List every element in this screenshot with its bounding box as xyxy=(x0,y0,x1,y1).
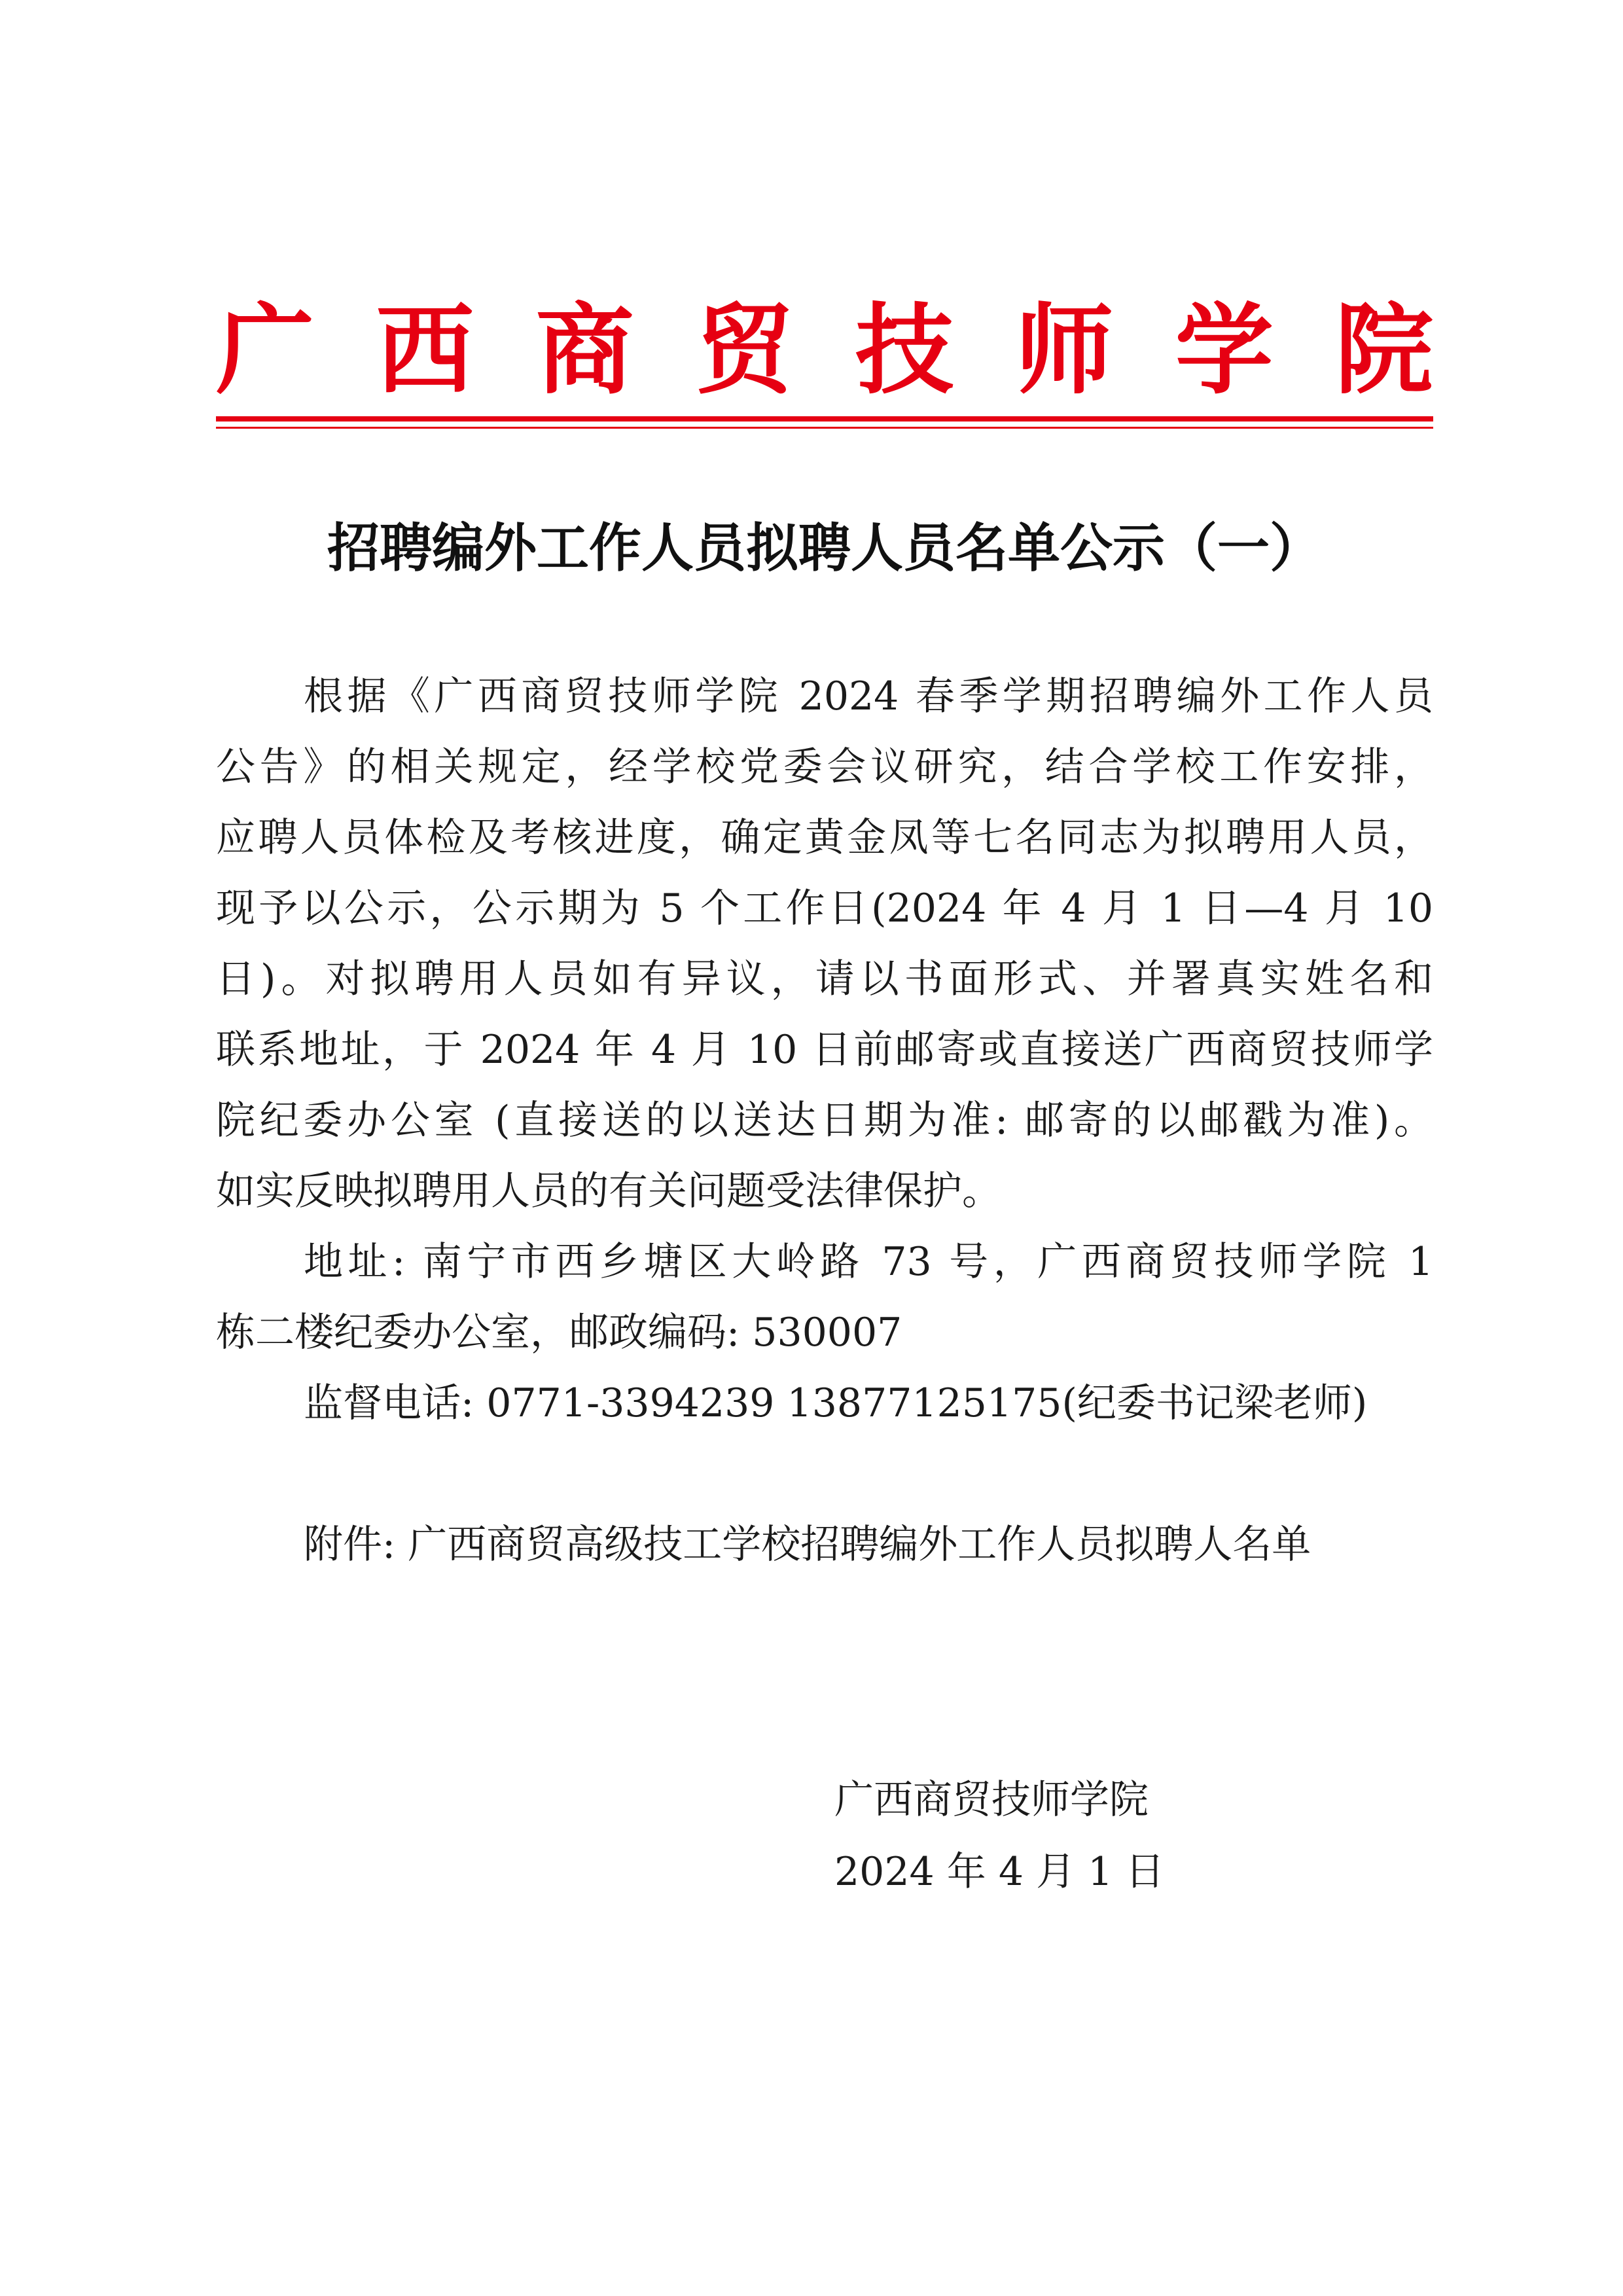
body-line: 日)。对拟聘用人员如有异议，请以书面形式、并署真实姓名和 xyxy=(216,956,1433,1002)
signature-date: 2024 年 4 月 1 日 xyxy=(834,1849,1165,1895)
supervision-phone: 监督电话: 0771-3394239 13877125175(纪委书记梁老师) xyxy=(304,1380,1368,1426)
masthead-char: 师 xyxy=(1015,293,1114,408)
body-line: 根据《广西商贸技师学院 2024 春季学期招聘编外工作人员 xyxy=(304,673,1433,719)
masthead-rule-thick xyxy=(216,416,1433,422)
attachment-note: 附件: 广西商贸高级技工学校招聘编外工作人员拟聘人名单 xyxy=(304,1522,1311,1568)
masthead-rule-thin xyxy=(216,427,1433,429)
body-line: 公告》的相关规定，经学校党委会议研究，结合学校工作安排， xyxy=(216,744,1433,790)
signature-org: 广西商贸技师学院 xyxy=(834,1777,1149,1823)
address-line: 栋二楼纪委办公室，邮政编码: 530007 xyxy=(216,1310,902,1355)
masthead-char: 技 xyxy=(855,293,954,408)
masthead-char: 西 xyxy=(376,293,474,408)
masthead-char: 广 xyxy=(216,293,315,408)
body-line: 现予以公示，公示期为 5 个工作日(2024 年 4 月 1 日—4 月 10 xyxy=(216,886,1433,931)
document-title: 招聘编外工作人员拟聘人员名单公示（一） xyxy=(327,517,1322,579)
paragraph-spacer xyxy=(216,1439,1433,1509)
body-paragraph-address xyxy=(216,1227,1433,1368)
masthead-char: 贸 xyxy=(695,293,794,408)
masthead-org-name xyxy=(216,288,1433,412)
masthead-char: 院 xyxy=(1334,293,1433,408)
body-paragraph-main xyxy=(216,661,1433,1227)
body-line: 院纪委办公室 (直接送的以送达日期为准: 邮寄的以邮戳为准)。 xyxy=(216,1098,1433,1143)
body-line: 如实反映拟聘用人员的有关问题受法律保护。 xyxy=(216,1168,1001,1214)
signature-block xyxy=(834,1764,1423,1908)
address-line: 地址: 南宁市西乡塘区大岭路 73 号，广西商贸技师学院 1 xyxy=(304,1239,1433,1285)
masthead-char: 学 xyxy=(1175,293,1274,408)
body-line: 联系地址，于 2024 年 4 月 10 日前邮寄或直接送广西商贸技师学 xyxy=(216,1027,1433,1073)
body-line: 应聘人员体检及考核进度，确定黄金凤等七名同志为拟聘用人员， xyxy=(216,815,1433,861)
masthead-char: 商 xyxy=(535,293,634,408)
document-body xyxy=(216,661,1433,1580)
